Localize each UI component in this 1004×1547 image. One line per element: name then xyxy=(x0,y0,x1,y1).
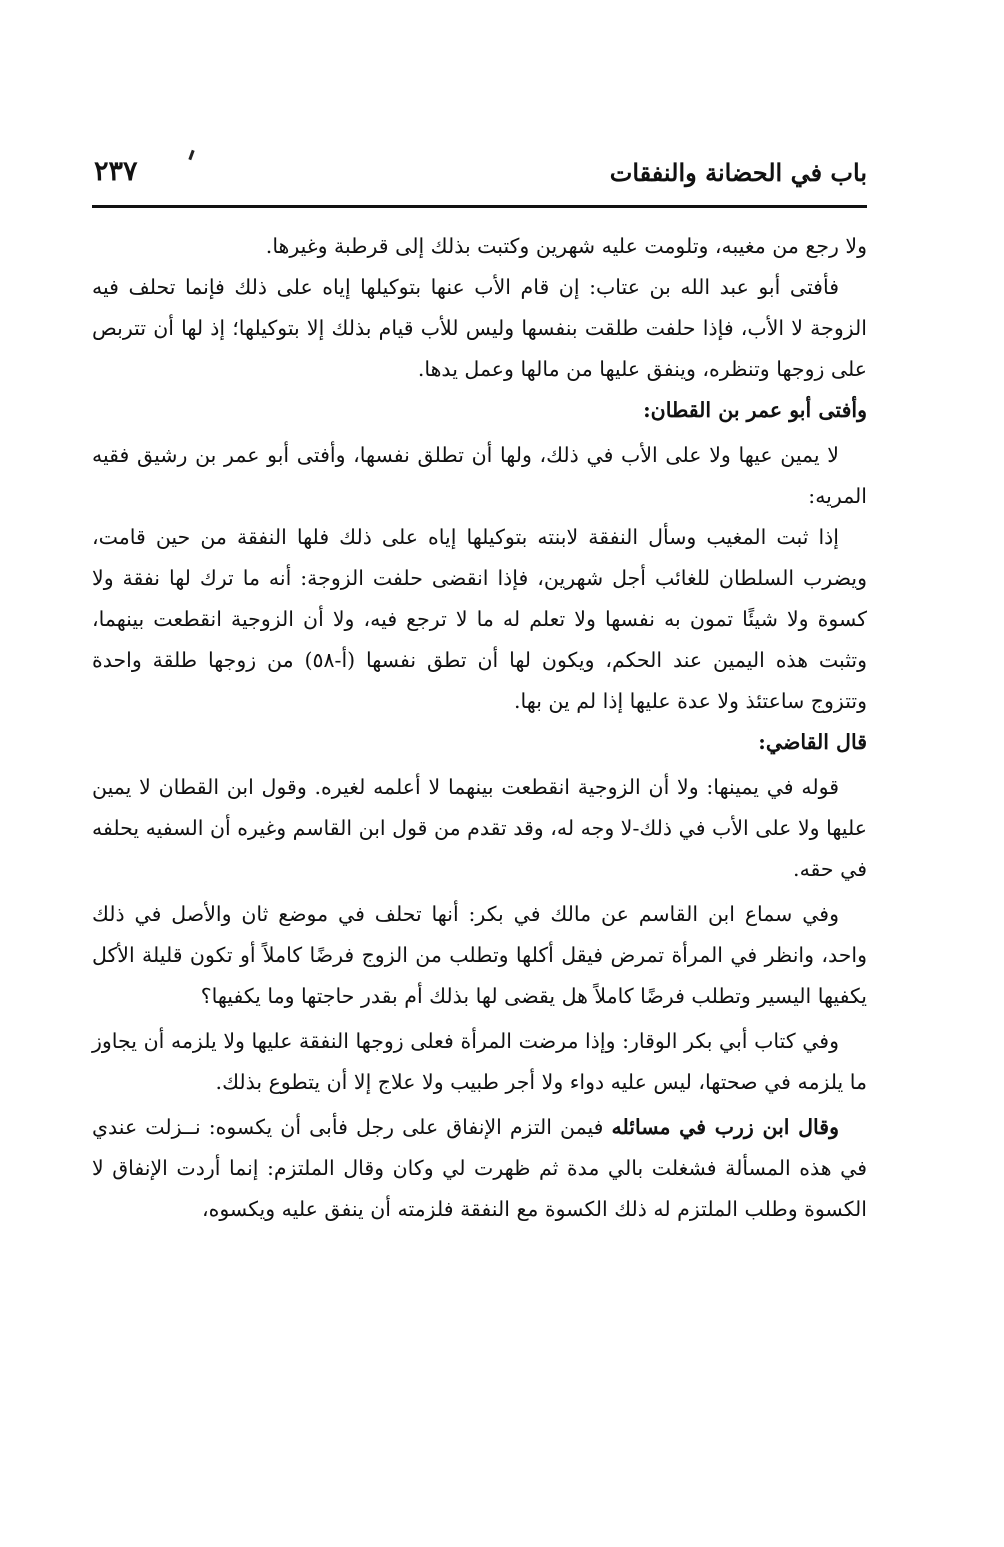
paragraph: إذا ثبت المغيب وسأل النفقة لابنته بتوكيلها إياه على ذلك فلها النفقة من حين قامت، ويضرب السلطان للغائب أجل شهرين، فإذا انقضى حلفت الزوجة: أنه ما ترك لها نفقة ولا كسوة ولا شيئًا تمون به نفسها ولا تعلم له ما لا ترجع فيه، ولا أن الزوجية انقطعت بينهما، وتثبت هذه اليمين عند الحكم، ويكون لها أن تطق نفسها (أ-٥٨) من زوجها طلقة واحدة وتتزوج ساعتئذ ولا عدة عليها إذا لم ين بها. xyxy=(92,525,867,713)
paragraph-text: فيمن التزم الإنفاق على رجل فأبى أن يكسوه: نــزلت عندي في هذه المسألة فشغلت بالي مدة ثم ظهرت لي وكان وقال الملتزم: إنما أردت الإنفاق لا الكسوة وطلب الملتزم له ذلك الكسوة مع النفقة فلزمته أن ينفق عليه ويكسوه، xyxy=(92,1115,867,1221)
paragraph: فأفتى أبو عبد الله بن عتاب: إن قام الأب عنها بتوكيلها إياه على ذلك فإنما تحلف فيه الزوجة لا الأب، فإذا حلفت طلقت بنفسها وليس للأب قيام بذلك إلا بتوكيلها؛ إذ لها أن تتربص على زوجها وتنظره، وينفق عليها من مالها وعمل يدها. xyxy=(92,275,867,381)
paragraph: لا يمين عيها ولا على الأب في ذلك، ولها أن تطلق نفسها، وأفتى أبو عمر بن رشيق فقيه المريه: xyxy=(92,443,867,508)
paragraph: وفي سماع ابن القاسم عن مالك في بكر: أنها تحلف في موضع ثان والأصل في ذلك واحد، وانظر في المرأة تمرض فيقل أكلها وتطلب من الزوج فرضًا كاملاً أو تكون قليلة الأكل يكفيها اليسير وتطلب فرضًا كاملاً هل يقضى لها بذلك أم بقدر حاجتها وما يكفيها؟ xyxy=(92,902,867,1008)
ink-speck xyxy=(188,150,194,160)
paragraph: وفي كتاب أبي بكر الوقار: وإذا مرضت المرأة فعلى زوجها النفقة عليها ولا يلزمه أن يجاوز ما يلزمه في صحتها، ليس عليه دواء ولا أجر طبيب ولا علاج إلا أن يتطوع بذلك. xyxy=(92,1029,867,1094)
section-heading: وأفتى أبو عمر بن القطان: xyxy=(643,398,867,422)
paragraph: ولا رجع من مغيبه، وتلومت عليه شهرين وكتبت بذلك إلى قرطبة وغيرها. xyxy=(265,234,867,258)
book-page xyxy=(92,150,867,1230)
page-number: ٢٣٧ xyxy=(94,156,138,187)
header-rule xyxy=(92,205,867,208)
paragraph: قوله في يمينها: ولا أن الزوجية انقطعت بينهما لا أعلمه لغيره. وقول ابن القطان لا يمين عليها ولا على الأب في ذلك-لا وجه له، وقد تقدم من قول ابن القاسم وغيره أن السفيه يحلفه في حقه. xyxy=(92,775,867,881)
paragraph xyxy=(92,1107,867,1230)
bold-lead: وقال ابن زرب في مسائله xyxy=(611,1115,839,1139)
section-heading: قال القاضي: xyxy=(758,730,867,754)
running-title: باب في الحضانة والنفقات xyxy=(609,158,867,187)
body-text xyxy=(92,226,867,1230)
page-header xyxy=(92,150,867,202)
